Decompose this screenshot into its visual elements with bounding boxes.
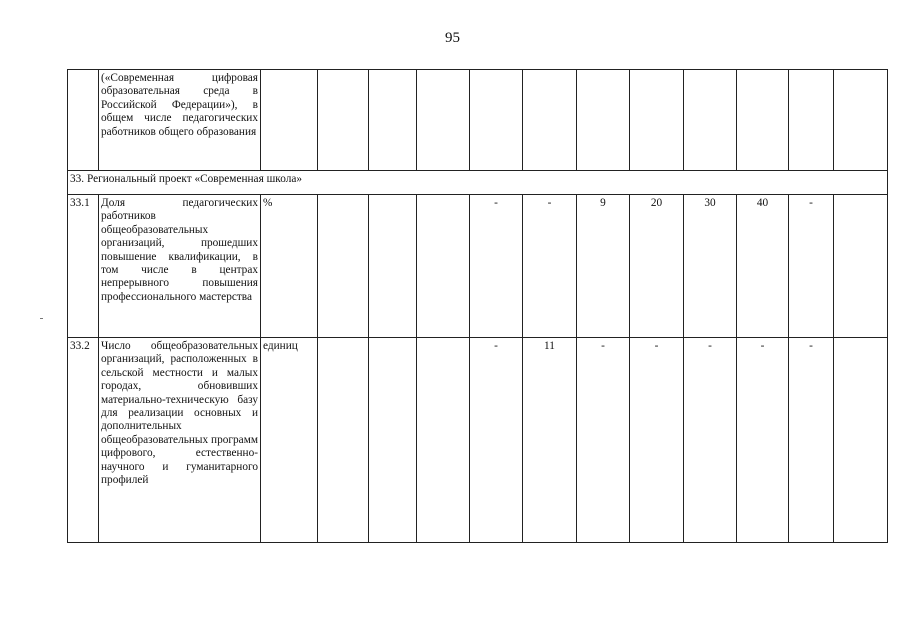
value-cell: 40 [737,195,789,338]
value-cell [417,70,470,171]
section-row [68,171,888,195]
table-row [68,195,888,338]
value-cell [684,70,737,171]
value-cell [577,70,630,171]
row-description: Число общеобразовательных организаций, расположенных в сельской местности и малых городах, обновивших материально-техническую базу для реализации основных и дополнительных общеобразовательных программ цифрового, естественно-научного и гуманитарного профилей [99,338,261,543]
value-cell [369,338,417,543]
value-cell [318,338,369,543]
section-title: 33. Региональный проект «Современная школа» [68,171,888,195]
value-cell: 30 [684,195,737,338]
value-cell: - [523,195,577,338]
value-cell: - [470,195,523,338]
row-unit: единиц [261,338,318,543]
row-number: 33.2 [68,338,99,543]
value-cell: - [684,338,737,543]
value-cell: 20 [630,195,684,338]
value-cell [369,195,417,338]
row-unit: % [261,195,318,338]
value-cell: - [630,338,684,543]
row-number: 33.1 [68,195,99,338]
value-cell: - [737,338,789,543]
value-cell: - [470,338,523,543]
value-cell [789,70,834,171]
value-cell: - [577,338,630,543]
row-description: Доля педагогических работников общеобразовательных организаций, прошедших повышение квалификации, в том числе в центрах непрерывного повышения профессионального мастерства [99,195,261,338]
value-cell [834,338,888,543]
table-row [68,338,888,543]
value-cell: - [789,195,834,338]
value-cell [737,70,789,171]
value-cell [630,70,684,171]
value-cell: 9 [577,195,630,338]
continuation-row [68,70,888,171]
row-description: («Современная цифровая образовательная среда в Российской Федерации»), в общем числе педагогических работников общего образования [99,70,261,171]
row-number-cell [68,70,99,171]
value-cell [369,70,417,171]
value-cell [834,195,888,338]
page-number: 95 [445,30,460,46]
value-cell [523,70,577,171]
value-cell [834,70,888,171]
value-cell [417,195,470,338]
margin-mark [40,318,43,319]
value-cell [318,70,369,171]
value-cell [318,195,369,338]
value-cell: - [789,338,834,543]
value-cell [470,70,523,171]
value-cell [417,338,470,543]
value-cell: 11 [523,338,577,543]
unit-cell [261,70,318,171]
indicators-table [67,69,888,543]
